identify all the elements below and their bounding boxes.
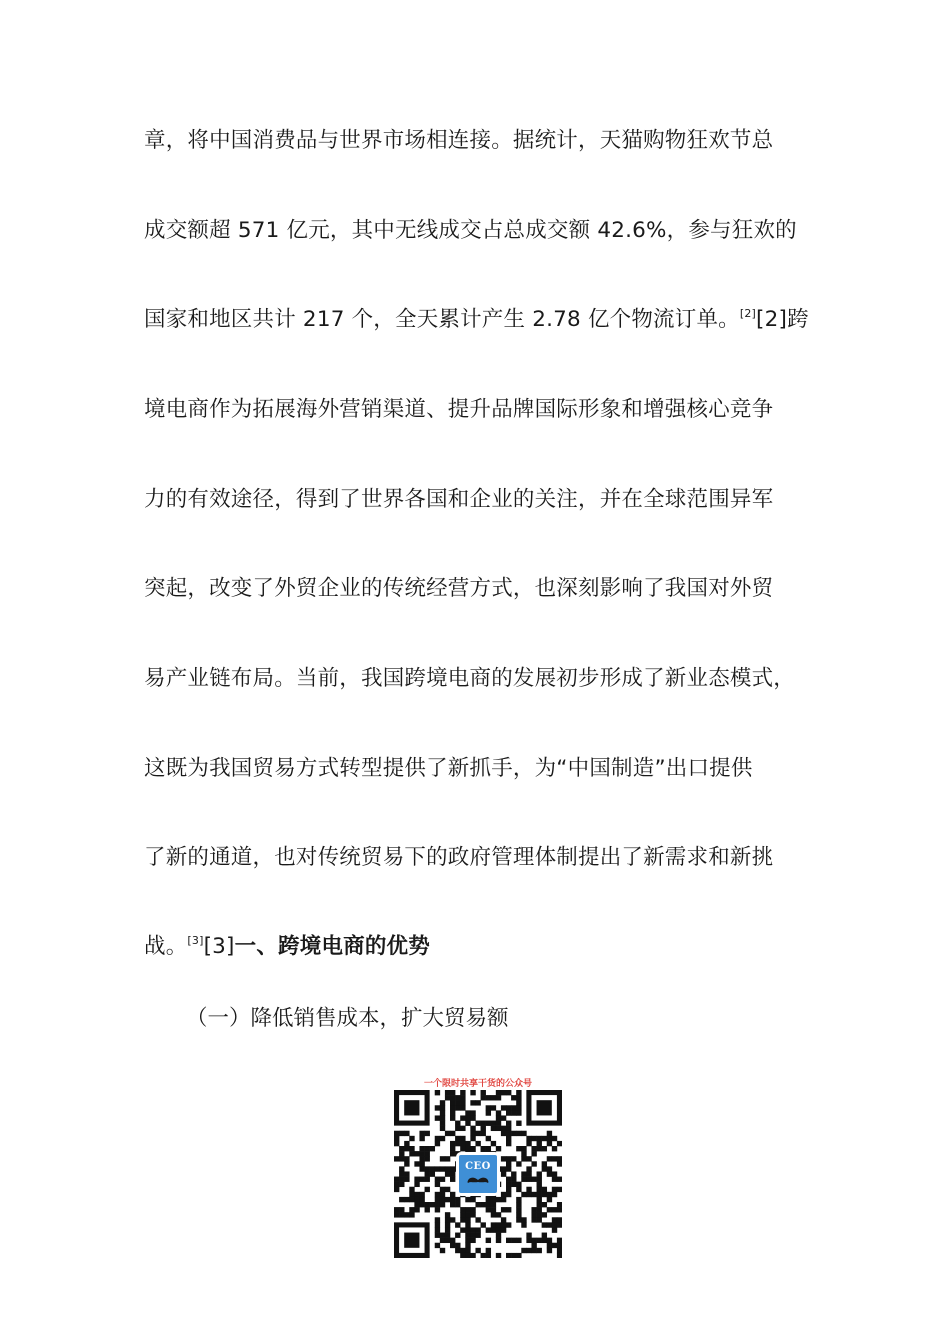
paragraph-line-with-citation: [144, 305, 809, 335]
paragraph-line: 境电商作为拓展海外营销渠道、提升品牌国际形象和增强核心竞争: [144, 397, 774, 422]
paragraph-line: 突起，改变了外贸企业的传统经营方式，也深刻影响了我国对外贸: [144, 576, 774, 601]
paragraph-line: 这既为我国贸易方式转型提供了新抓手，为“中国制造”出口提供: [144, 756, 753, 781]
paragraph-text: 战。: [144, 934, 188, 959]
paragraph-text: [2]跨: [756, 307, 809, 332]
paragraph-line: 章，将中国消费品与世界市场相连接。据统计，天猫购物狂欢节总: [144, 128, 774, 153]
mustache-icon: [467, 1177, 489, 1186]
paragraph-line: 易产业链布局。当前，我国跨境电商的发展初步形成了新业态模式，: [144, 666, 796, 691]
qr-caption: 一个限时共享干货的公众号: [423, 1079, 532, 1089]
paragraph-line-with-heading: [144, 932, 806, 962]
citation-superscript: [3]: [187, 934, 204, 947]
citation-ref: [3]: [203, 934, 235, 959]
subsection-heading: （一）降低销售成本，扩大贸易额: [186, 1006, 509, 1031]
section-heading: 一、跨境电商的优势: [234, 934, 430, 959]
paragraph-line: 了新的通道，也对传统贸易下的政府管理体制提出了新需求和新挑: [144, 845, 774, 870]
paragraph-line: 成交额超 571 亿元，其中无线成交占总成交额 42.6%，参与狂欢的: [144, 218, 797, 243]
logo-text: CEO: [465, 1161, 491, 1172]
citation-superscript: [2]: [739, 307, 757, 320]
paragraph-line: 力的有效途径，得到了世界各国和企业的关注，并在全球范围异军: [144, 487, 774, 512]
ceo-logo-icon: [456, 1152, 500, 1196]
qr-code-block: [388, 1078, 568, 1258]
paragraph-text: 国家和地区共计 217 个，全天累计产生 2.78 亿个物流订单。: [144, 307, 740, 332]
